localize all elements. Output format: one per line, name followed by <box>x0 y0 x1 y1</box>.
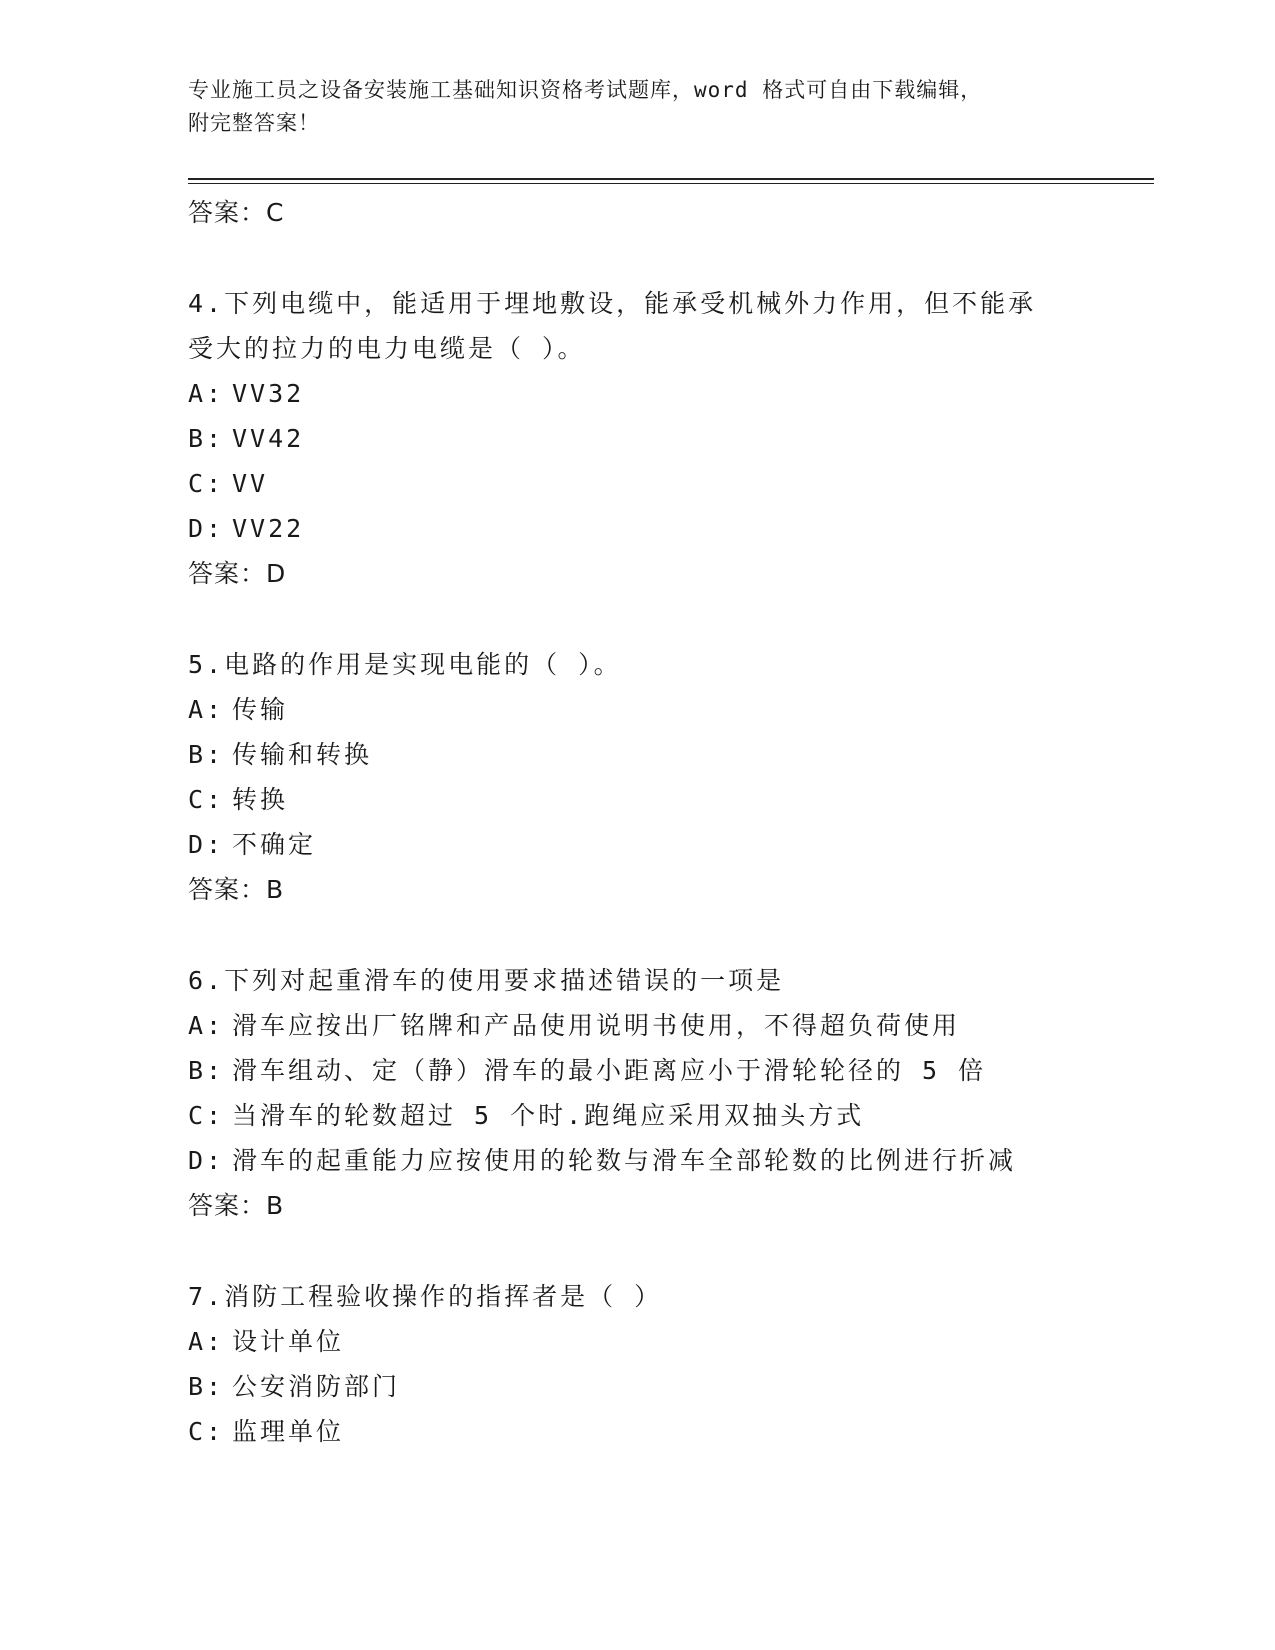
question-6 <box>188 958 1138 1228</box>
question-5 <box>188 642 1138 912</box>
answer-line <box>188 190 1138 235</box>
question-stem: 5.电路的作用是实现电能的（ ）。 <box>188 650 622 679</box>
answer-line <box>188 551 1138 596</box>
option-text: 设计单位 <box>232 1327 345 1356</box>
option-text: 监理单位 <box>232 1417 345 1446</box>
option-label: B: <box>188 740 225 769</box>
answer-prefix: 答案： <box>188 198 267 227</box>
option-label: C: <box>188 1101 225 1130</box>
option-b <box>188 732 1138 777</box>
option-text: VV <box>232 469 269 498</box>
option-a <box>188 1003 1138 1048</box>
option-c <box>188 1409 1138 1454</box>
option-a <box>188 687 1138 732</box>
option-text: 传输和转换 <box>232 740 373 769</box>
option-text: 当滑车的轮数超过 5 个时.跑绳应采用双抽头方式 <box>232 1101 865 1130</box>
option-label: A: <box>188 1011 225 1040</box>
page-header <box>188 74 1088 140</box>
question-stem-continued: 受大的拉力的电力电缆是（ ）。 <box>188 334 586 363</box>
header-line-1: 专业施工员之设备安装施工基础知识资格考试题库，word 格式可自由下载编辑， <box>188 78 983 102</box>
option-text: VV32 <box>232 379 305 408</box>
answer-value: B <box>266 875 285 904</box>
option-d <box>188 1138 1138 1183</box>
question-7 <box>188 1274 1138 1454</box>
option-text: 滑车的起重能力应按使用的轮数与滑车全部轮数的比例进行折减 <box>232 1146 1017 1175</box>
option-label: B: <box>188 424 225 453</box>
option-text: 传输 <box>232 695 289 724</box>
option-text: 滑车应按出厂铭牌和产品使用说明书使用，不得超负荷使用 <box>232 1011 961 1040</box>
answer-line <box>188 1183 1138 1228</box>
option-b <box>188 416 1138 461</box>
option-text: 转换 <box>232 785 289 814</box>
answer-value: D <box>266 559 287 588</box>
option-label: D: <box>188 514 225 543</box>
option-label: A: <box>188 1327 225 1356</box>
spacer <box>188 235 1138 281</box>
answer-line <box>188 867 1138 912</box>
option-text: 公安消防部门 <box>232 1372 401 1401</box>
option-label: D: <box>188 830 225 859</box>
spacer <box>188 912 1138 958</box>
answer-prefix: 答案： <box>188 559 267 588</box>
question-stem: 7.消防工程验收操作的指挥者是（ ） <box>188 1282 663 1311</box>
option-label: C: <box>188 785 225 814</box>
option-label: B: <box>188 1056 225 1085</box>
option-label: A: <box>188 695 225 724</box>
answer-value: C <box>266 198 285 227</box>
option-text: VV22 <box>232 514 305 543</box>
option-text: 不确定 <box>232 830 317 859</box>
spacer <box>188 1228 1138 1274</box>
question-stem: 4.下列电缆中，能适用于埋地敷设，能承受机械外力作用，但不能承 <box>188 289 1037 318</box>
question-4 <box>188 281 1138 596</box>
option-c <box>188 777 1138 822</box>
spacer <box>188 596 1138 642</box>
option-label: A: <box>188 379 225 408</box>
option-label: C: <box>188 469 225 498</box>
option-label: C: <box>188 1417 225 1446</box>
option-c <box>188 1093 1138 1138</box>
answer-value: B <box>266 1191 285 1220</box>
question-list <box>188 190 1138 1454</box>
option-a <box>188 1319 1138 1364</box>
answer-prefix: 答案： <box>188 1191 267 1220</box>
option-b <box>188 1048 1138 1093</box>
option-d <box>188 506 1138 551</box>
option-c <box>188 461 1138 506</box>
option-label: B: <box>188 1372 225 1401</box>
option-a <box>188 371 1138 416</box>
header-divider <box>188 178 1154 184</box>
option-d <box>188 822 1138 867</box>
answer-prefix: 答案： <box>188 875 267 904</box>
question-stem: 6.下列对起重滑车的使用要求描述错误的一项是 <box>188 966 785 995</box>
option-text: VV42 <box>232 424 305 453</box>
header-line-2: 附完整答案！ <box>188 111 320 135</box>
option-b <box>188 1364 1138 1409</box>
option-label: D: <box>188 1146 225 1175</box>
option-text: 滑车组动、定（静）滑车的最小距离应小于滑轮轮径的 5 倍 <box>232 1056 987 1085</box>
